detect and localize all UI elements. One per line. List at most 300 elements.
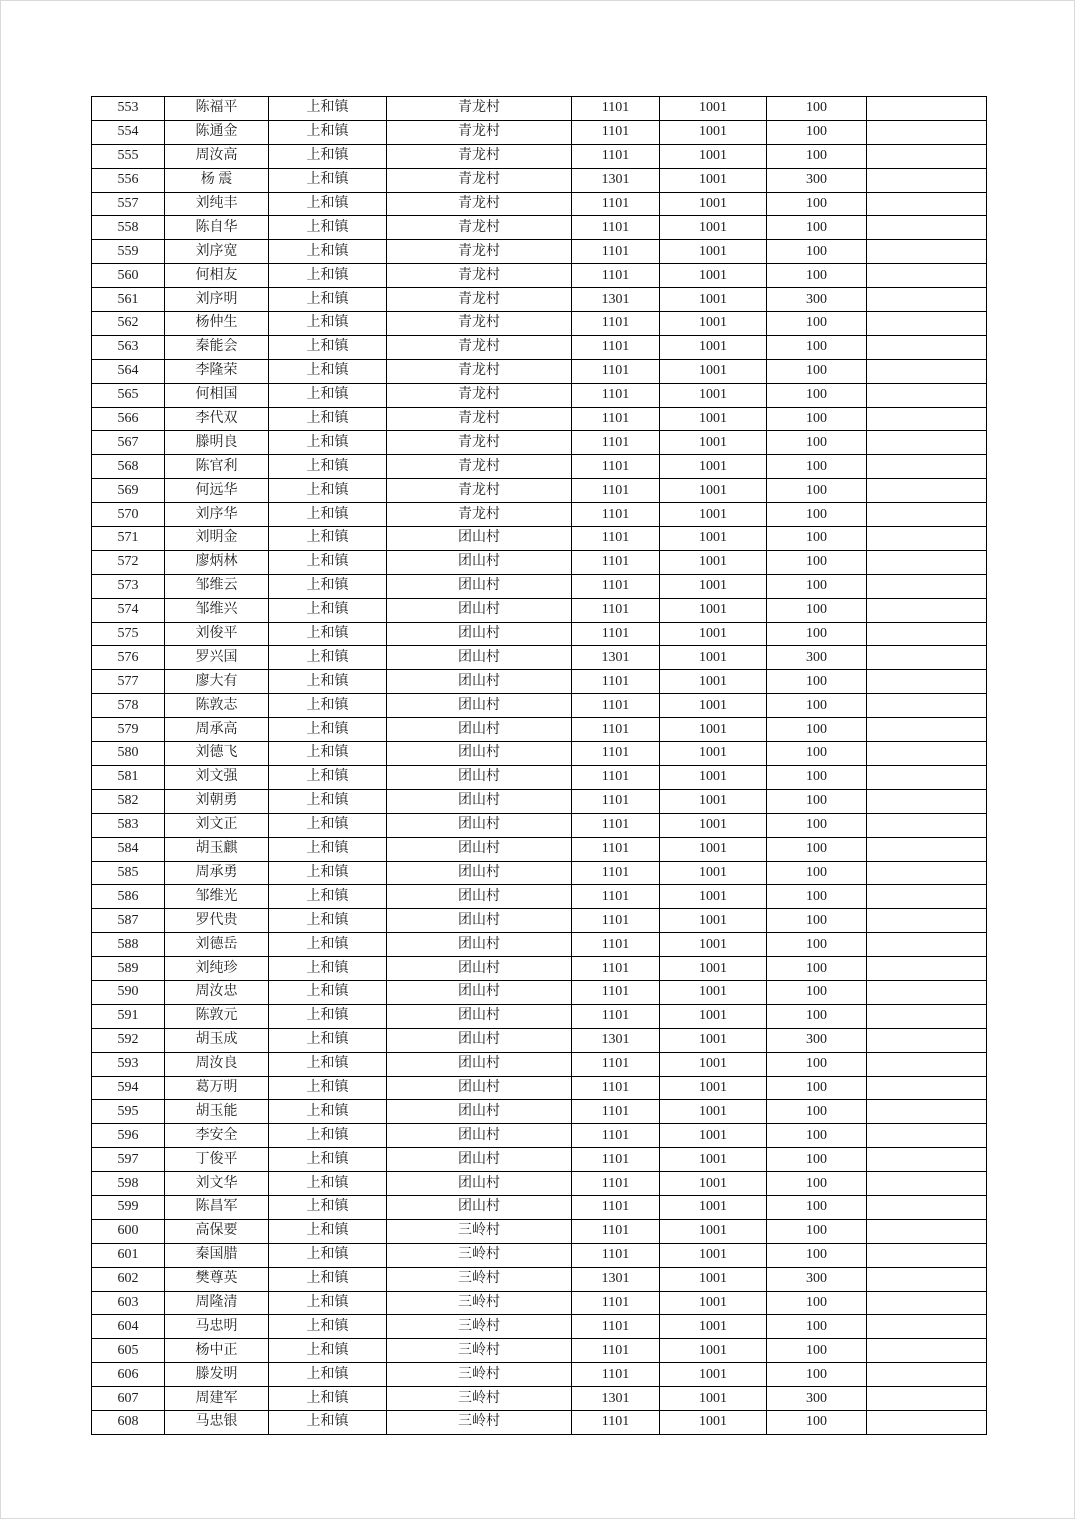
cell-index: 573: [92, 574, 165, 598]
table-row: [92, 455, 987, 479]
cell-code1: 1301: [572, 646, 660, 670]
cell-code1: 1101: [572, 383, 660, 407]
cell-amount: 300: [767, 1267, 867, 1291]
table-row: [92, 1243, 987, 1267]
cell-amount: 100: [767, 622, 867, 646]
cell-blank: [867, 1195, 987, 1219]
cell-town: 上和镇: [269, 646, 387, 670]
cell-amount: 100: [767, 1052, 867, 1076]
cell-code1: 1101: [572, 455, 660, 479]
cell-village: 团山村: [387, 527, 572, 551]
cell-name: 邹维云: [165, 574, 269, 598]
cell-index: 582: [92, 789, 165, 813]
cell-name: 杨仲生: [165, 312, 269, 336]
cell-code1: 1101: [572, 120, 660, 144]
cell-index: 604: [92, 1315, 165, 1339]
cell-name: 马忠明: [165, 1315, 269, 1339]
table-row: [92, 1124, 987, 1148]
cell-code1: 1301: [572, 1387, 660, 1411]
cell-code2: 1001: [660, 909, 767, 933]
cell-town: 上和镇: [269, 1172, 387, 1196]
cell-code2: 1001: [660, 455, 767, 479]
cell-amount: 100: [767, 1315, 867, 1339]
cell-index: 559: [92, 240, 165, 264]
cell-amount: 100: [767, 837, 867, 861]
table-row: [92, 168, 987, 192]
cell-village: 团山村: [387, 1028, 572, 1052]
cell-town: 上和镇: [269, 240, 387, 264]
cell-blank: [867, 1363, 987, 1387]
cell-blank: [867, 789, 987, 813]
cell-index: 585: [92, 861, 165, 885]
cell-index: 599: [92, 1195, 165, 1219]
cell-village: 团山村: [387, 980, 572, 1004]
cell-code1: 1101: [572, 933, 660, 957]
cell-code1: 1301: [572, 1267, 660, 1291]
cell-blank: [867, 1267, 987, 1291]
table-row: [92, 957, 987, 981]
cell-town: 上和镇: [269, 383, 387, 407]
cell-amount: 100: [767, 120, 867, 144]
cell-blank: [867, 1172, 987, 1196]
cell-code2: 1001: [660, 479, 767, 503]
table-row: [92, 622, 987, 646]
cell-code2: 1001: [660, 359, 767, 383]
table-row: [92, 861, 987, 885]
cell-index: 578: [92, 694, 165, 718]
cell-code2: 1001: [660, 1410, 767, 1434]
cell-town: 上和镇: [269, 1267, 387, 1291]
cell-town: 上和镇: [269, 837, 387, 861]
cell-code2: 1001: [660, 1363, 767, 1387]
table-row: [92, 359, 987, 383]
cell-town: 上和镇: [269, 527, 387, 551]
cell-blank: [867, 598, 987, 622]
cell-town: 上和镇: [269, 765, 387, 789]
cell-code1: 1101: [572, 957, 660, 981]
cell-amount: 100: [767, 144, 867, 168]
cell-code2: 1001: [660, 1195, 767, 1219]
cell-town: 上和镇: [269, 1004, 387, 1028]
cell-code2: 1001: [660, 694, 767, 718]
cell-amount: 100: [767, 980, 867, 1004]
cell-name: 刘明金: [165, 527, 269, 551]
table-row: [92, 742, 987, 766]
cell-code2: 1001: [660, 1387, 767, 1411]
cell-code1: 1101: [572, 479, 660, 503]
table-row: [92, 1363, 987, 1387]
cell-name: 何相友: [165, 264, 269, 288]
cell-town: 上和镇: [269, 335, 387, 359]
cell-amount: 100: [767, 264, 867, 288]
cell-name: 陈福平: [165, 97, 269, 121]
cell-code1: 1101: [572, 97, 660, 121]
cell-code2: 1001: [660, 1219, 767, 1243]
cell-code1: 1301: [572, 168, 660, 192]
cell-amount: 100: [767, 479, 867, 503]
cell-code2: 1001: [660, 1100, 767, 1124]
table-row: [92, 646, 987, 670]
table-row: [92, 97, 987, 121]
cell-amount: 100: [767, 718, 867, 742]
cell-name: 李隆荣: [165, 359, 269, 383]
cell-code1: 1301: [572, 1028, 660, 1052]
cell-town: 上和镇: [269, 120, 387, 144]
cell-code2: 1001: [660, 957, 767, 981]
cell-name: 刘德岳: [165, 933, 269, 957]
cell-index: 586: [92, 885, 165, 909]
cell-blank: [867, 240, 987, 264]
cell-amount: 100: [767, 1076, 867, 1100]
table-row: [92, 1028, 987, 1052]
table-row: [92, 431, 987, 455]
cell-name: 刘序华: [165, 503, 269, 527]
cell-code2: 1001: [660, 574, 767, 598]
cell-code2: 1001: [660, 1004, 767, 1028]
cell-code2: 1001: [660, 742, 767, 766]
cell-blank: [867, 1291, 987, 1315]
cell-amount: 100: [767, 1219, 867, 1243]
cell-blank: [867, 288, 987, 312]
cell-index: 607: [92, 1387, 165, 1411]
cell-village: 团山村: [387, 1124, 572, 1148]
cell-code2: 1001: [660, 120, 767, 144]
cell-town: 上和镇: [269, 455, 387, 479]
cell-name: 刘德飞: [165, 742, 269, 766]
cell-blank: [867, 1410, 987, 1434]
cell-amount: 100: [767, 598, 867, 622]
cell-village: 三岭村: [387, 1339, 572, 1363]
table-row: [92, 550, 987, 574]
cell-name: 周承勇: [165, 861, 269, 885]
cell-index: 555: [92, 144, 165, 168]
cell-index: 557: [92, 192, 165, 216]
table-row: [92, 264, 987, 288]
table-row: [92, 1291, 987, 1315]
cell-index: 584: [92, 837, 165, 861]
cell-blank: [867, 455, 987, 479]
cell-code1: 1101: [572, 1124, 660, 1148]
cell-amount: 100: [767, 694, 867, 718]
table-row: [92, 885, 987, 909]
cell-blank: [867, 670, 987, 694]
cell-code1: 1101: [572, 216, 660, 240]
cell-code1: 1101: [572, 503, 660, 527]
table-row: [92, 120, 987, 144]
cell-code1: 1101: [572, 598, 660, 622]
cell-blank: [867, 1219, 987, 1243]
cell-code1: 1301: [572, 288, 660, 312]
cell-amount: 100: [767, 383, 867, 407]
cell-name: 高保要: [165, 1219, 269, 1243]
cell-name: 陈自华: [165, 216, 269, 240]
cell-code2: 1001: [660, 1315, 767, 1339]
cell-town: 上和镇: [269, 1243, 387, 1267]
cell-index: 577: [92, 670, 165, 694]
cell-code2: 1001: [660, 192, 767, 216]
cell-index: 558: [92, 216, 165, 240]
cell-code1: 1101: [572, 407, 660, 431]
cell-code1: 1101: [572, 1410, 660, 1434]
cell-amount: 100: [767, 789, 867, 813]
cell-code2: 1001: [660, 670, 767, 694]
cell-name: 陈敦志: [165, 694, 269, 718]
cell-code2: 1001: [660, 312, 767, 336]
cell-index: 562: [92, 312, 165, 336]
cell-index: 605: [92, 1339, 165, 1363]
table-row: [92, 1267, 987, 1291]
cell-name: 樊尊英: [165, 1267, 269, 1291]
cell-code1: 1101: [572, 192, 660, 216]
cell-blank: [867, 813, 987, 837]
cell-blank: [867, 312, 987, 336]
cell-amount: 100: [767, 909, 867, 933]
cell-village: 团山村: [387, 909, 572, 933]
cell-amount: 100: [767, 1339, 867, 1363]
cell-code2: 1001: [660, 789, 767, 813]
cell-town: 上和镇: [269, 97, 387, 121]
cell-amount: 100: [767, 765, 867, 789]
cell-name: 滕发明: [165, 1363, 269, 1387]
cell-name: 周汝忠: [165, 980, 269, 1004]
cell-index: 589: [92, 957, 165, 981]
table-row: [92, 1052, 987, 1076]
cell-amount: 100: [767, 527, 867, 551]
cell-town: 上和镇: [269, 789, 387, 813]
cell-town: 上和镇: [269, 694, 387, 718]
table-row: [92, 1004, 987, 1028]
cell-index: 606: [92, 1363, 165, 1387]
cell-town: 上和镇: [269, 264, 387, 288]
cell-village: 青龙村: [387, 216, 572, 240]
cell-town: 上和镇: [269, 1076, 387, 1100]
cell-index: 560: [92, 264, 165, 288]
cell-town: 上和镇: [269, 479, 387, 503]
cell-village: 团山村: [387, 813, 572, 837]
cell-code1: 1101: [572, 670, 660, 694]
cell-code1: 1101: [572, 909, 660, 933]
cell-index: 574: [92, 598, 165, 622]
cell-code2: 1001: [660, 527, 767, 551]
cell-code1: 1101: [572, 1052, 660, 1076]
cell-index: 568: [92, 455, 165, 479]
cell-name: 廖炳林: [165, 550, 269, 574]
cell-amount: 100: [767, 1004, 867, 1028]
cell-blank: [867, 718, 987, 742]
cell-amount: 300: [767, 1387, 867, 1411]
cell-index: 587: [92, 909, 165, 933]
cell-blank: [867, 264, 987, 288]
cell-blank: [867, 1387, 987, 1411]
cell-town: 上和镇: [269, 1219, 387, 1243]
cell-blank: [867, 383, 987, 407]
cell-code2: 1001: [660, 980, 767, 1004]
cell-town: 上和镇: [269, 359, 387, 383]
cell-blank: [867, 168, 987, 192]
cell-code2: 1001: [660, 718, 767, 742]
table-row: [92, 1172, 987, 1196]
cell-code1: 1101: [572, 885, 660, 909]
cell-index: 602: [92, 1267, 165, 1291]
table-row: [92, 837, 987, 861]
cell-name: 刘纯珍: [165, 957, 269, 981]
cell-village: 团山村: [387, 789, 572, 813]
table-row: [92, 335, 987, 359]
table-row: [92, 1410, 987, 1434]
cell-town: 上和镇: [269, 909, 387, 933]
cell-code1: 1101: [572, 1100, 660, 1124]
cell-amount: 100: [767, 359, 867, 383]
cell-town: 上和镇: [269, 574, 387, 598]
cell-blank: [867, 1339, 987, 1363]
cell-village: 团山村: [387, 837, 572, 861]
cell-blank: [867, 503, 987, 527]
cell-code1: 1101: [572, 431, 660, 455]
cell-amount: 100: [767, 550, 867, 574]
cell-code2: 1001: [660, 1124, 767, 1148]
cell-amount: 100: [767, 335, 867, 359]
cell-village: 三岭村: [387, 1315, 572, 1339]
cell-village: 青龙村: [387, 407, 572, 431]
cell-amount: 100: [767, 813, 867, 837]
cell-name: 罗代贵: [165, 909, 269, 933]
cell-blank: [867, 861, 987, 885]
cell-name: 胡玉麒: [165, 837, 269, 861]
cell-code1: 1101: [572, 861, 660, 885]
cell-code1: 1101: [572, 550, 660, 574]
cell-code1: 1101: [572, 1339, 660, 1363]
cell-code2: 1001: [660, 216, 767, 240]
cell-name: 邹维兴: [165, 598, 269, 622]
cell-amount: 300: [767, 168, 867, 192]
cell-town: 上和镇: [269, 813, 387, 837]
cell-blank: [867, 431, 987, 455]
cell-code2: 1001: [660, 264, 767, 288]
cell-code1: 1101: [572, 1172, 660, 1196]
cell-code2: 1001: [660, 240, 767, 264]
cell-amount: 100: [767, 1124, 867, 1148]
cell-code1: 1101: [572, 1219, 660, 1243]
cell-town: 上和镇: [269, 288, 387, 312]
cell-amount: 100: [767, 216, 867, 240]
cell-village: 青龙村: [387, 383, 572, 407]
cell-name: 周建军: [165, 1387, 269, 1411]
cell-name: 刘文华: [165, 1172, 269, 1196]
cell-code2: 1001: [660, 383, 767, 407]
cell-blank: [867, 1100, 987, 1124]
table-row: [92, 1387, 987, 1411]
cell-index: 597: [92, 1148, 165, 1172]
cell-blank: [867, 550, 987, 574]
cell-index: 591: [92, 1004, 165, 1028]
cell-code1: 1101: [572, 1315, 660, 1339]
cell-blank: [867, 574, 987, 598]
table-row: [92, 192, 987, 216]
cell-code1: 1101: [572, 1148, 660, 1172]
cell-blank: [867, 192, 987, 216]
cell-village: 团山村: [387, 1100, 572, 1124]
cell-blank: [867, 479, 987, 503]
cell-blank: [867, 1028, 987, 1052]
cell-code1: 1101: [572, 1004, 660, 1028]
cell-code1: 1101: [572, 335, 660, 359]
cell-village: 青龙村: [387, 288, 572, 312]
cell-name: 滕明良: [165, 431, 269, 455]
table-row: [92, 312, 987, 336]
cell-town: 上和镇: [269, 1028, 387, 1052]
cell-amount: 100: [767, 455, 867, 479]
cell-index: 561: [92, 288, 165, 312]
cell-code2: 1001: [660, 407, 767, 431]
cell-code2: 1001: [660, 97, 767, 121]
cell-town: 上和镇: [269, 718, 387, 742]
cell-village: 三岭村: [387, 1410, 572, 1434]
cell-amount: 100: [767, 742, 867, 766]
cell-town: 上和镇: [269, 1363, 387, 1387]
cell-code1: 1101: [572, 622, 660, 646]
cell-code1: 1101: [572, 1291, 660, 1315]
cell-code2: 1001: [660, 168, 767, 192]
cell-name: 刘纯丰: [165, 192, 269, 216]
cell-village: 三岭村: [387, 1291, 572, 1315]
cell-village: 团山村: [387, 742, 572, 766]
cell-name: 陈昌军: [165, 1195, 269, 1219]
cell-village: 青龙村: [387, 192, 572, 216]
table-row: [92, 694, 987, 718]
cell-amount: 100: [767, 240, 867, 264]
cell-code2: 1001: [660, 885, 767, 909]
cell-amount: 100: [767, 503, 867, 527]
cell-village: 团山村: [387, 1148, 572, 1172]
cell-code1: 1101: [572, 144, 660, 168]
cell-code2: 1001: [660, 1172, 767, 1196]
cell-blank: [867, 359, 987, 383]
cell-name: 刘朝勇: [165, 789, 269, 813]
cell-name: 周汝良: [165, 1052, 269, 1076]
table-row: [92, 933, 987, 957]
cell-name: 陈通金: [165, 120, 269, 144]
cell-town: 上和镇: [269, 407, 387, 431]
cell-index: 556: [92, 168, 165, 192]
cell-blank: [867, 646, 987, 670]
cell-name: 陈官利: [165, 455, 269, 479]
cell-amount: 100: [767, 97, 867, 121]
cell-name: 罗兴国: [165, 646, 269, 670]
cell-index: 595: [92, 1100, 165, 1124]
cell-name: 刘序明: [165, 288, 269, 312]
cell-code2: 1001: [660, 861, 767, 885]
cell-town: 上和镇: [269, 1195, 387, 1219]
cell-amount: 100: [767, 192, 867, 216]
cell-village: 三岭村: [387, 1267, 572, 1291]
cell-blank: [867, 144, 987, 168]
cell-index: 588: [92, 933, 165, 957]
cell-town: 上和镇: [269, 1052, 387, 1076]
cell-blank: [867, 1124, 987, 1148]
cell-blank: [867, 837, 987, 861]
cell-amount: 300: [767, 1028, 867, 1052]
cell-index: 594: [92, 1076, 165, 1100]
cell-village: 团山村: [387, 550, 572, 574]
table-row: [92, 1195, 987, 1219]
cell-name: 刘俊平: [165, 622, 269, 646]
cell-village: 青龙村: [387, 97, 572, 121]
cell-index: 579: [92, 718, 165, 742]
table-row: [92, 980, 987, 1004]
cell-village: 团山村: [387, 694, 572, 718]
cell-town: 上和镇: [269, 1100, 387, 1124]
cell-village: 团山村: [387, 957, 572, 981]
